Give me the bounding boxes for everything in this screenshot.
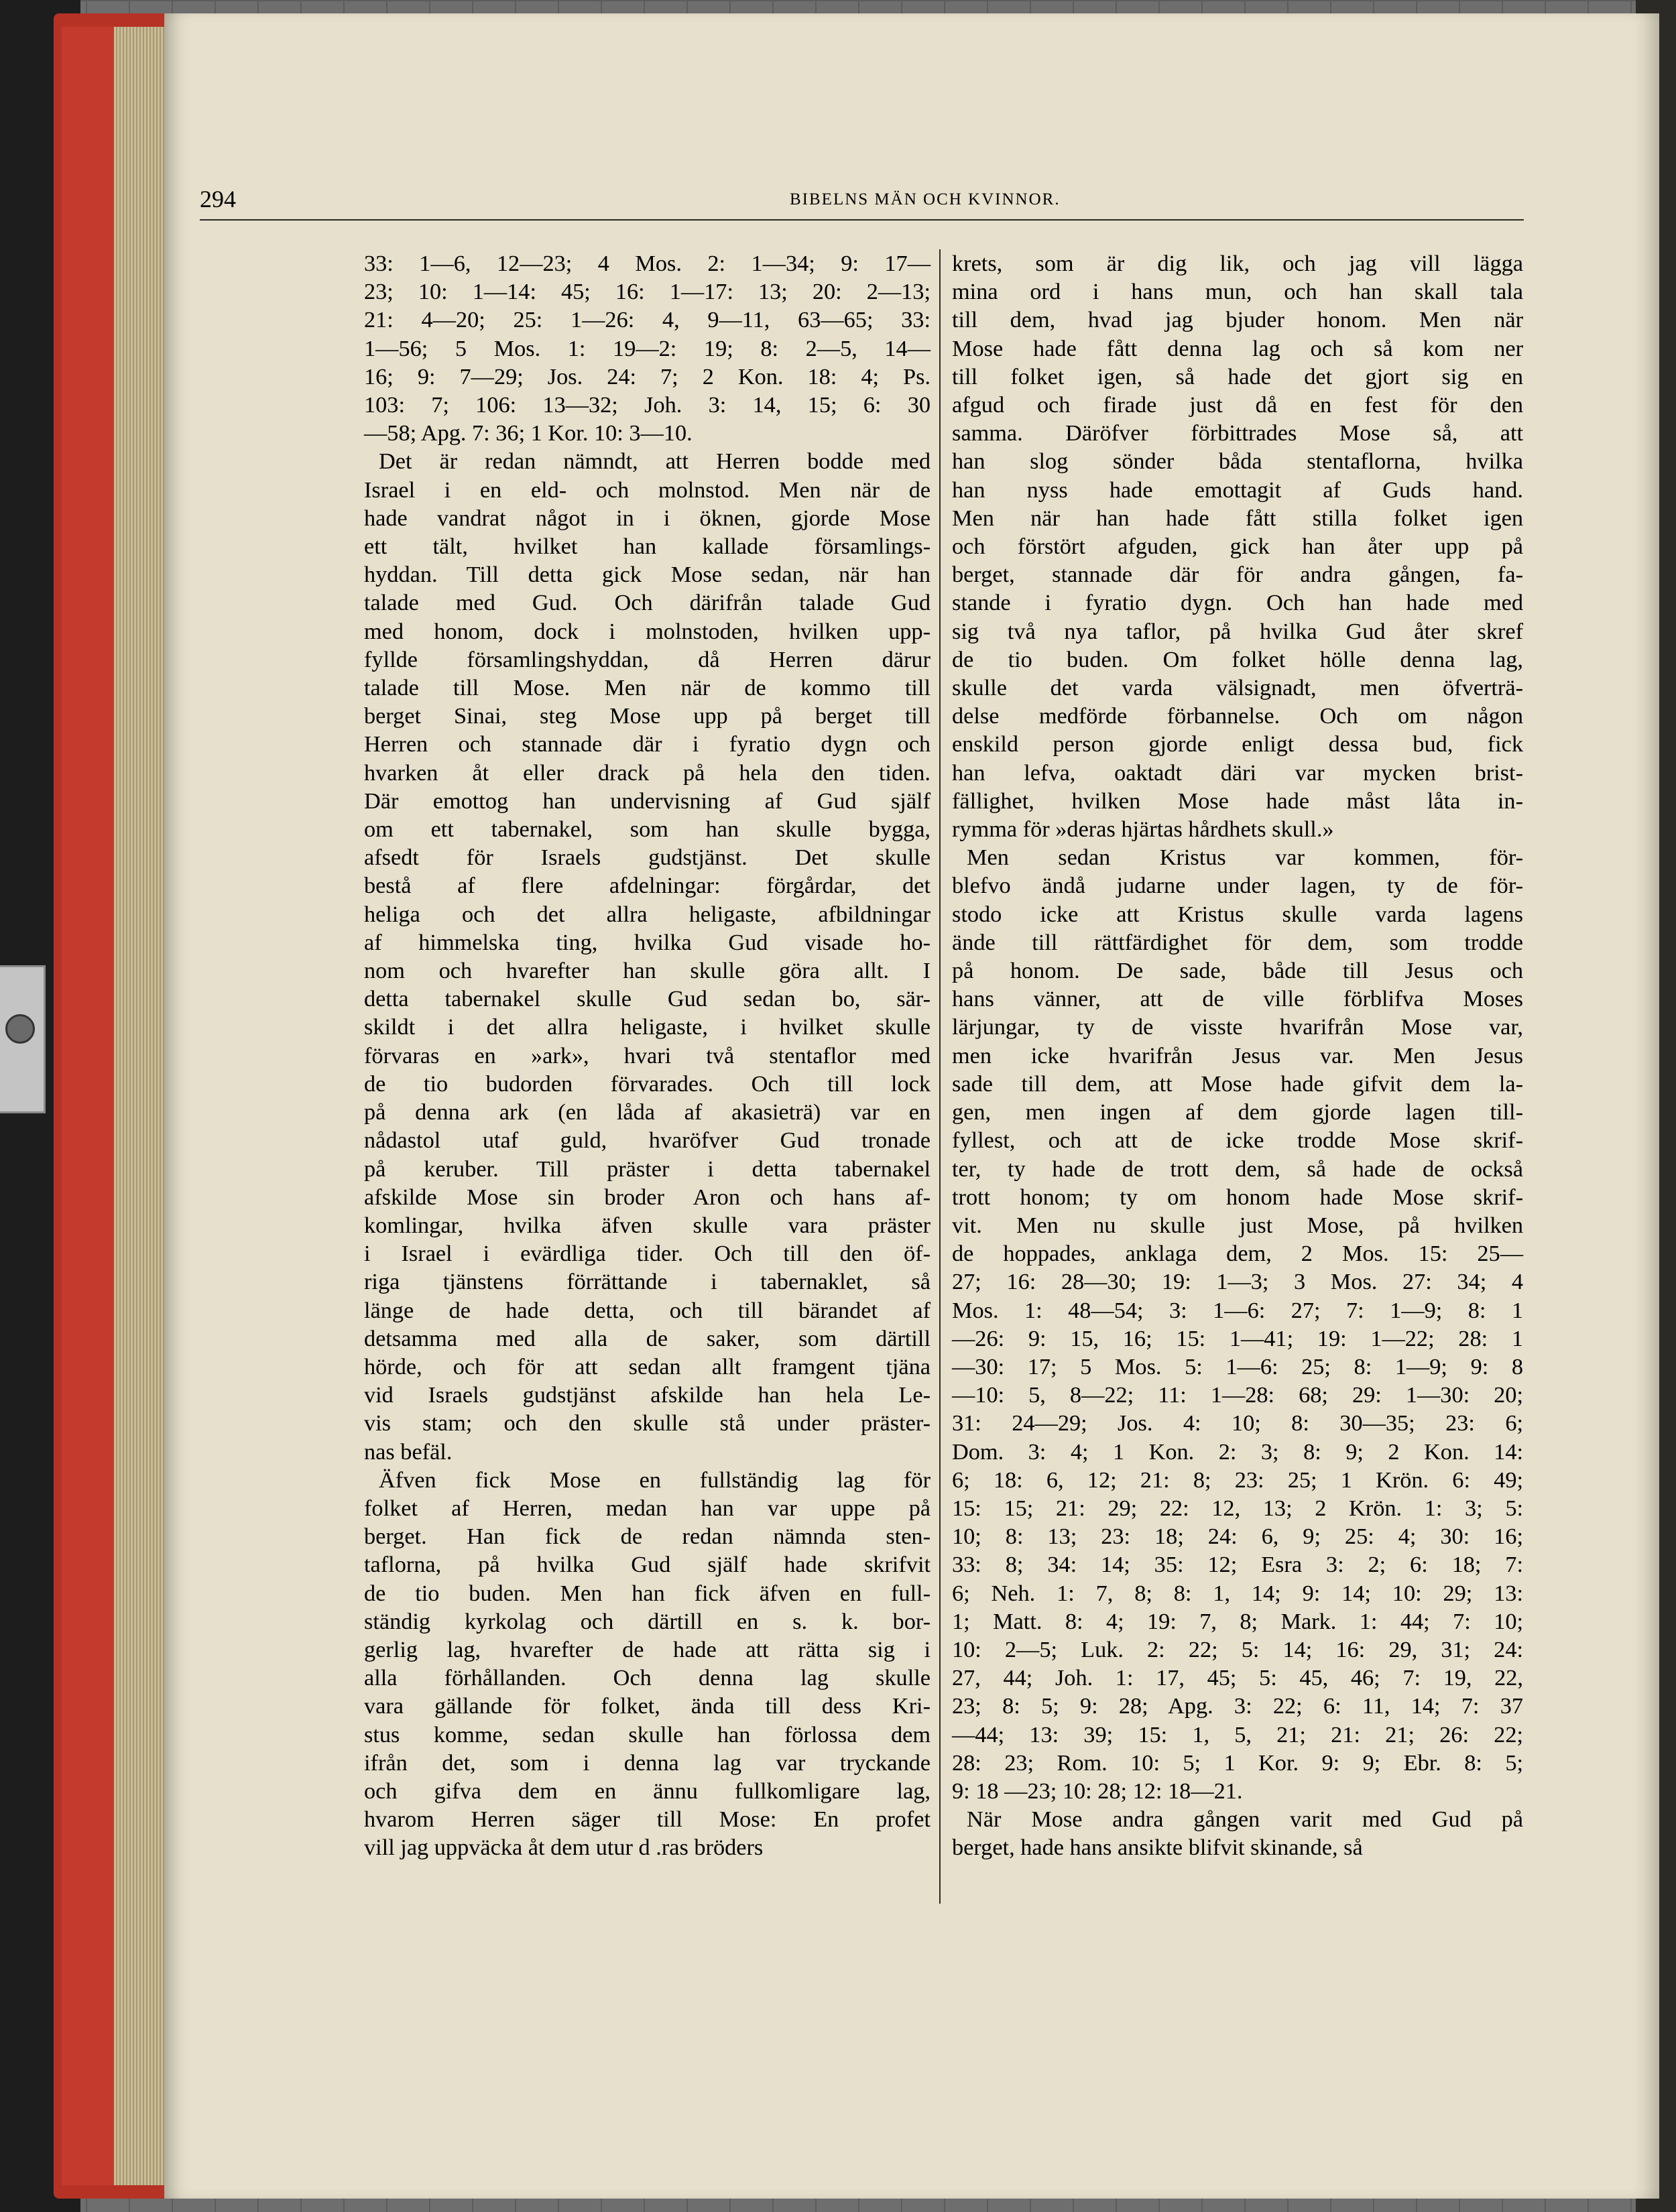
text-line: på keruber. Till präster i detta tabernakel: [364, 1156, 931, 1182]
text-line: nådastol utaf guld, hvaröfver Gud tronade: [364, 1127, 931, 1154]
text-line: komlingar, hvilka äfven skulle vara präster: [364, 1212, 931, 1238]
text-line: riga tjänstens förrättande i tabernaklet, så: [364, 1269, 931, 1295]
text-line: berget, stannade där för andra gången, fa-: [952, 562, 1523, 588]
text-line: fyllest, och att de icke trodde Mose skrif-: [952, 1127, 1523, 1154]
text-line: 23; 10: 1—14: 45; 16: 1—17: 13; 20: 2—13;: [364, 279, 931, 305]
text-line: och gifva dem en ännu fullkomligare lag,: [364, 1778, 931, 1804]
text-line: —10: 5, 8—22; 11: 1—28: 68; 29: 1—30: 20;: [952, 1382, 1523, 1408]
text-line: Herren och stannade där i fyratio dygn och: [364, 731, 931, 757]
text-line: 6; Neh. 1: 7, 8; 8: 1, 14; 9: 14; 10: 29; 13:: [952, 1580, 1523, 1606]
text-line: hvarom Herren säger till Mose: En profet: [364, 1806, 931, 1833]
text-line: sig två nya taflor, på hvilka Gud åter skref: [952, 618, 1523, 644]
text-line: talade till Mose. Men när de kommo till: [364, 675, 931, 701]
page-number: 294: [200, 186, 236, 212]
text-line: Dom. 3: 4; 1 Kon. 2: 3; 8: 9; 2 Kon. 14:: [952, 1438, 1523, 1465]
text-line: han slog sönder båda stentaflorna, hvilka: [952, 448, 1523, 475]
text-line: 10; 8: 13; 23: 18; 24: 6, 9; 25: 4; 30: 16;: [952, 1524, 1523, 1550]
text-line: men icke hvarifrån Jesus var. Men Jesus: [952, 1042, 1523, 1068]
text-line: 1; Matt. 8: 4; 19: 7, 8; Mark. 1: 44; 7: 10;: [952, 1608, 1523, 1634]
text-line: till folket igen, så hade det gjort sig en: [952, 363, 1523, 389]
text-line: delse medförde förbannelse. Och om någon: [952, 703, 1523, 729]
text-line: berget Sinai, steg Mose upp på berget till: [364, 703, 931, 729]
text-line: gen, men ingen af dem gjorde lagen till-: [952, 1099, 1523, 1125]
text-line: talade med Gud. Och därifrån talade Gud: [364, 590, 931, 616]
text-line: hans vänner, att de ville förblifva Moses: [952, 986, 1523, 1012]
text-line: 6; 18: 6, 12; 21: 8; 23: 25; 1 Krön. 6: 49;: [952, 1467, 1523, 1493]
text-line: 33: 1—6, 12—23; 4 Mos. 2: 1—34; 9: 17—: [364, 251, 931, 276]
text-line: 15: 15; 21: 29; 22: 12, 13; 2 Krön. 1: 3; 5:: [952, 1495, 1523, 1521]
text-line: ständig kyrkolag och därtill en s. k. bor-: [364, 1608, 931, 1634]
text-line: ände till rättfärdighet för dem, som trodde: [952, 929, 1523, 955]
text-line: Det är redan nämndt, att Herren bodde med: [379, 448, 931, 475]
text-line: berget, hade hans ansikte blifvit skinande, så: [952, 1835, 1363, 1861]
text-line: —44; 13: 39; 15: 1, 5, 21; 21: 21; 26: 22;: [952, 1721, 1523, 1747]
text-line: fyllde församlingshyddan, då Herren därur: [364, 646, 931, 672]
clamp-screw-icon: [5, 1014, 35, 1044]
text-line: Men sedan Kristus var kommen, för-: [967, 845, 1523, 871]
book-clamp: [0, 965, 46, 1113]
page-header: [200, 182, 1524, 216]
text-line: 9: 18 —23; 10: 28; 12: 18—21.: [952, 1778, 1243, 1804]
text-line: afsedt för Israels gudstjänst. Det skulle: [364, 845, 931, 871]
text-line: rymma för »deras hjärtas hårdhets skull.»: [952, 816, 1334, 843]
text-line: hvarken åt eller drack på hela den tiden.: [364, 759, 931, 786]
text-line: på denna ark (en låda af akasieträ) var en: [364, 1099, 931, 1125]
text-line: berget. Han fick de redan nämnda sten-: [364, 1524, 931, 1550]
text-line: i Israel i evärdliga tider. Och till den öf-: [364, 1241, 931, 1267]
text-line: mina ord i hans mun, och han skall tala: [952, 279, 1523, 305]
text-line: afgud och firade just då en fest för den: [952, 392, 1523, 418]
text-line: 103: 7; 106: 13—32; Joh. 3: 14, 15; 6: 30: [364, 392, 931, 418]
text-line: vara gällande för folket, ända till dess Kri-: [364, 1693, 931, 1719]
page-edges: [114, 27, 168, 2185]
text-line: förvaras en »ark», hvari två stentaflor med: [364, 1042, 931, 1068]
text-line: hade vandrat något in i öknen, gjorde Mose: [364, 505, 931, 531]
text-line: hörde, och för att sedan allt framgent tjäna: [364, 1353, 931, 1379]
text-line: afskilde Mose sin broder Aron och hans af-: [364, 1184, 931, 1210]
text-line: länge de hade detta, och till bärandet af: [364, 1297, 931, 1323]
text-line: till dem, hvad jag bjuder honom. Men när: [952, 307, 1523, 333]
text-line: —30: 17; 5 Mos. 5: 1—6: 25; 8: 1—9; 9: 8: [952, 1353, 1523, 1379]
text-line: sade till dem, att Mose hade gifvit dem la-: [952, 1070, 1523, 1097]
text-line: lärjungar, ty de visste hvarifrån Mose var,: [952, 1014, 1523, 1040]
text-line: 23; 8: 5; 9: 28; Apg. 3: 22; 6: 11, 14; 7: 37: [952, 1693, 1523, 1719]
text-line: han lefva, oaktadt däri var mycken brist-: [952, 759, 1523, 786]
text-line: Mos. 1: 48—54; 3: 1—6: 27; 7: 1—9; 8: 1: [952, 1297, 1523, 1323]
text-line: med honom, dock i molnstoden, hvilken upp-: [364, 618, 931, 644]
right-column: [952, 249, 1523, 1861]
text-line: blefvo ändå judarne under lagen, ty de för-: [952, 873, 1523, 899]
text-line: gerlig lag, hvarefter de hade att rätta sig i: [364, 1636, 931, 1662]
text-line: de tio budorden förvarades. Och till lock: [364, 1070, 931, 1097]
text-line: ifrån det, som i denna lag var tryckande: [364, 1749, 931, 1776]
text-line: vid Israels gudstjänst afskilde han hela Le-: [364, 1382, 931, 1408]
left-column: [364, 249, 931, 1861]
text-line: stodo icke att Kristus skulle varda lagens: [952, 901, 1523, 927]
text-line: nas befäl.: [364, 1438, 453, 1465]
text-line: de tio buden. Om folket hölle denna lag,: [952, 646, 1523, 672]
text-line: samma. Däröfver förbittrades Mose så, att: [952, 420, 1523, 446]
text-line: skildt i det allra heligaste, i hvilket skulle: [364, 1014, 931, 1040]
text-line: 33: 8; 34: 14; 35: 12; Esra 3: 2; 6: 18; 7:: [952, 1552, 1523, 1578]
text-line: 10: 2—5; Luk. 2: 22; 5: 14; 16: 29, 31; 24:: [952, 1636, 1523, 1662]
text-line: Där emottog han undervisning af Gud själf: [364, 788, 931, 814]
text-line: detta tabernakel skulle Gud sedan bo, sär-: [364, 986, 931, 1012]
text-line: alla förhållanden. Och denna lag skulle: [364, 1665, 931, 1691]
text-line: När Mose andra gången varit med Gud på: [967, 1806, 1523, 1833]
text-line: Israel i en eld- och molnstod. Men när de: [364, 477, 931, 503]
text-line: trott honom; ty om honom hade Mose skrif-: [952, 1184, 1523, 1210]
text-line: 27, 44; Joh. 1: 17, 45; 5: 45, 46; 7: 19, 22,: [952, 1665, 1523, 1691]
text-line: 1—56; 5 Mos. 1: 19—2: 19; 8: 2—5, 14—: [364, 335, 931, 361]
text-line: detsamma med alla de saker, som därtill: [364, 1325, 931, 1351]
text-line: krets, som är dig lik, och jag vill lägga: [952, 251, 1523, 276]
text-line: heliga och det allra heligaste, afbildningar: [364, 901, 931, 927]
column-rule: [939, 249, 941, 1904]
text-line: fällighet, hvilken Mose hade måst låta in-: [952, 788, 1523, 814]
header-rule: [200, 219, 1524, 221]
text-line: Äfven fick Mose en fullständig lag för: [379, 1467, 931, 1493]
text-line: ett tält, hvilket han kallade församlings-: [364, 534, 931, 560]
text-line: ter, ty hade de trott dem, så hade de också: [952, 1156, 1523, 1182]
text-line: taflorna, på hvilka Gud själf hade skrifvit: [364, 1552, 931, 1578]
text-line: 27; 16: 28—30; 19: 1—3; 3 Mos. 27: 34; 4: [952, 1269, 1523, 1295]
text-line: skulle det varda välsignadt, men öfverträ-: [952, 675, 1523, 701]
text-line: Men när han hade fått stilla folket igen: [952, 505, 1523, 531]
running-title: BIBELNS MÄN OCH KVINNOR.: [790, 190, 1061, 208]
text-line: han nyss hade emottagit af Guds hand.: [952, 477, 1523, 503]
text-line: de hoppades, anklaga dem, 2 Mos. 15: 25—: [952, 1241, 1523, 1267]
text-line: —58; Apg. 7: 36; 1 Kor. 10: 3—10.: [364, 420, 693, 446]
text-line: hyddan. Till detta gick Mose sedan, när han: [364, 562, 931, 588]
text-line: de tio buden. Men han fick äfven en full-: [364, 1580, 931, 1606]
text-line: bestå af flere afdelningar: förgårdar, det: [364, 873, 931, 899]
text-line: vit. Men nu skulle just Mose, på hvilken: [952, 1212, 1523, 1238]
text-line: 28: 23; Rom. 10: 5; 1 Kor. 9: 9; Ebr. 8: 5;: [952, 1749, 1523, 1776]
text-line: nom och hvarefter han skulle göra allt. I: [364, 958, 931, 984]
text-line: på honom. De sade, både till Jesus och: [952, 958, 1523, 984]
text-line: —26: 9: 15, 16; 15: 1—41; 19: 1—22; 28: 1: [952, 1325, 1523, 1351]
text-line: af himmelska ting, hvilka Gud visade ho-: [364, 929, 931, 955]
text-line: enskild person gjorde enligt dessa bud, fick: [952, 731, 1523, 757]
text-line: vill jag uppväcka åt dem utur d .ras bröders: [364, 1835, 764, 1861]
text-line: Mose hade fått denna lag och så kom ner: [952, 335, 1523, 361]
text-line: om ett tabernakel, som han skulle bygga,: [364, 816, 931, 843]
text-line: stande i fyratio dygn. Och han hade med: [952, 590, 1523, 616]
text-line: vis stam; och den skulle stå under präster-: [364, 1410, 931, 1436]
text-line: och förstört afguden, gick han åter upp på: [952, 534, 1523, 560]
text-line: 21: 4—20; 25: 1—26: 4, 9—11, 63—65; 33:: [364, 307, 931, 333]
text-line: folket af Herren, medan han var uppe på: [364, 1495, 931, 1521]
text-line: 16; 9: 7—29; Jos. 24: 7; 2 Kon. 18: 4; Ps.: [364, 363, 931, 389]
text-line: 31: 24—29; Jos. 4: 10; 8: 30—35; 23: 6;: [952, 1410, 1523, 1436]
text-line: stus komme, sedan skulle han förlossa dem: [364, 1721, 931, 1747]
